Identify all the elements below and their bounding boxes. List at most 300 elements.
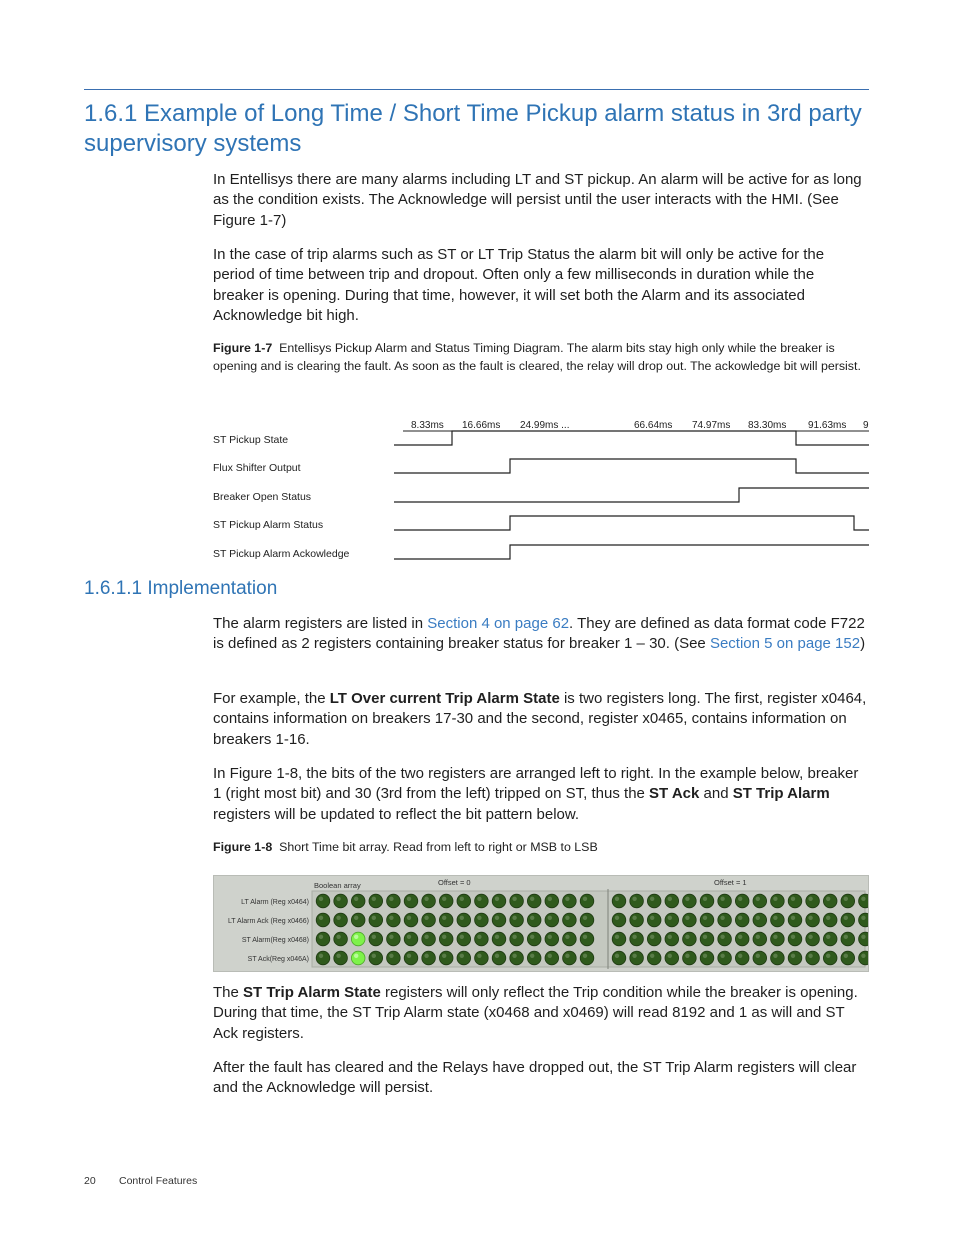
- led-off: [647, 913, 661, 927]
- led-highlight: [477, 935, 481, 939]
- led-off: [457, 894, 471, 908]
- text-run: is two registers long. The first, register x0464, contains information on breakers 17-30 and the second, register x0465, contains information on breakers 1-16.: [213, 690, 867, 748]
- signal-waveform: [394, 516, 869, 530]
- led-off: [439, 913, 453, 927]
- led-off: [527, 913, 541, 927]
- signal-label: Flux Shifter Output: [213, 462, 301, 474]
- led-highlight: [548, 916, 552, 920]
- led-off: [334, 894, 348, 908]
- led-off: [545, 951, 559, 965]
- led-off: [841, 951, 855, 965]
- led-off: [718, 951, 732, 965]
- led-highlight: [530, 954, 534, 958]
- led-highlight: [685, 954, 689, 958]
- led-highlight: [442, 954, 446, 958]
- led-off: [457, 913, 471, 927]
- led-highlight: [685, 935, 689, 939]
- led-off: [334, 951, 348, 965]
- led-off: [492, 913, 506, 927]
- led-off: [351, 894, 365, 908]
- led-highlight: [495, 954, 499, 958]
- text-run: In Figure 1-8, the bits of the two registers are arranged left to right. In the example below, breaker 1 (right most bit) and 30 (3rd from the left) tripped on ST, thus the: [213, 765, 859, 803]
- led-off: [718, 913, 732, 927]
- time-label: 91.63ms: [808, 420, 847, 431]
- signal-waveform: [394, 459, 869, 473]
- led-highlight: [738, 897, 742, 901]
- text-run: For example, the: [213, 690, 330, 707]
- led-highlight: [861, 897, 865, 901]
- led-off: [771, 951, 785, 965]
- led-highlight: [826, 935, 830, 939]
- led-off: [404, 951, 418, 965]
- led-off: [630, 913, 644, 927]
- led-highlight: [720, 897, 724, 901]
- led-highlight: [773, 916, 777, 920]
- figure-7-text: Entellisys Pickup Alarm and Status Timing Diagram. The alarm bits stay high only while the breaker is opening and is clearing the fault. As soon as the fault is cleared, the relay will drop out. The ackowledge bit will persist.: [213, 341, 861, 373]
- led-highlight: [442, 897, 446, 901]
- led-off: [718, 894, 732, 908]
- led-highlight: [495, 897, 499, 901]
- led-off: [404, 932, 418, 946]
- led-highlight: [389, 916, 393, 920]
- led-off: [612, 951, 626, 965]
- led-off: [665, 913, 679, 927]
- led-off: [387, 951, 401, 965]
- time-label: 66.64ms: [634, 420, 673, 431]
- led-highlight: [668, 916, 672, 920]
- led-highlight: [703, 897, 707, 901]
- led-off: [665, 894, 679, 908]
- led-highlight: [495, 916, 499, 920]
- led-off: [580, 894, 594, 908]
- led-highlight: [738, 935, 742, 939]
- led-off: [387, 932, 401, 946]
- led-off: [369, 951, 383, 965]
- led-highlight: [773, 954, 777, 958]
- text-run: . They are defined as data format code F722 is defined as 2 registers containing breaker status for breaker 1 – 30. (See: [213, 615, 865, 653]
- led-highlight: [861, 935, 865, 939]
- led-highlight: [808, 954, 812, 958]
- led-highlight: [791, 954, 795, 958]
- led-highlight: [548, 935, 552, 939]
- led-off: [788, 951, 802, 965]
- led-highlight: [354, 954, 358, 958]
- signal-waveform: [394, 545, 869, 559]
- led-off: [683, 951, 697, 965]
- led-highlight: [565, 897, 569, 901]
- led-off: [492, 951, 506, 965]
- led-off: [475, 913, 489, 927]
- led-highlight: [756, 935, 760, 939]
- led-off: [841, 932, 855, 946]
- signal-label: ST Pickup State: [213, 434, 289, 446]
- led-highlight: [583, 935, 587, 939]
- led-off: [422, 932, 436, 946]
- section-4-link[interactable]: Section 4 on page 62: [427, 615, 570, 632]
- led-highlight: [512, 897, 516, 901]
- led-highlight: [460, 916, 464, 920]
- led-off: [387, 913, 401, 927]
- led-off: [788, 913, 802, 927]
- led-highlight: [650, 916, 654, 920]
- led-highlight: [773, 897, 777, 901]
- led-highlight: [844, 954, 848, 958]
- paragraph-4: [213, 689, 869, 750]
- led-off: [527, 894, 541, 908]
- led-highlight: [407, 935, 411, 939]
- led-off: [841, 894, 855, 908]
- text-run: The alarm registers are listed in: [213, 615, 428, 632]
- signal-label: Breaker Open Status: [213, 491, 312, 503]
- led-highlight: [407, 916, 411, 920]
- led-off: [580, 913, 594, 927]
- text-run: registers will be updated to reflect the bit pattern below.: [213, 805, 580, 823]
- led-off: [771, 932, 785, 946]
- led-off: [735, 913, 749, 927]
- led-off: [788, 894, 802, 908]
- led-off: [334, 913, 348, 927]
- led-highlight: [756, 897, 760, 901]
- row-label: LT Alarm (Reg x0464): [241, 899, 309, 906]
- led-off: [457, 932, 471, 946]
- led-off: [316, 951, 330, 965]
- led-highlight: [632, 897, 636, 901]
- section-heading: 1.6.1 Example of Long Time / Short Time Pickup alarm status in 3rd party supervisory systems: [84, 100, 862, 157]
- led-off: [439, 932, 453, 946]
- text-run: registers will only reflect the Trip condition while the breaker is opening. During that time, the ST Trip Alarm state (x0468 and x0469) will read 8192 and 1 as will and ST Ack registers.: [213, 984, 858, 1042]
- subsection-heading: 1.6.1.1 Implementation: [84, 578, 278, 599]
- led-highlight: [495, 935, 499, 939]
- boolean-array-svg: [214, 876, 868, 971]
- section-5-link[interactable]: Section 5 on page 152: [709, 635, 861, 653]
- led-off: [492, 932, 506, 946]
- paragraph-1: In Entellisys there are many alarms including LT and ST pickup. An alarm will be active for as long as the condition exists. The Acknowledge will persist until the user interacts with the HMI. (See Figure 1-7): [213, 171, 862, 229]
- led-off: [563, 951, 577, 965]
- boolean-array-panel: [213, 875, 869, 972]
- led-highlight: [703, 916, 707, 920]
- led-highlight: [615, 954, 619, 958]
- led-highlight: [703, 954, 707, 958]
- time-label: 16.66ms: [462, 420, 501, 431]
- led-highlight: [808, 935, 812, 939]
- text-run: The: [213, 984, 244, 1001]
- led-highlight: [738, 954, 742, 958]
- led-off: [612, 894, 626, 908]
- led-off: [788, 932, 802, 946]
- led-off: [510, 932, 524, 946]
- led-highlight: [477, 916, 481, 920]
- led-highlight: [460, 897, 464, 901]
- led-off: [404, 894, 418, 908]
- led-highlight: [791, 935, 795, 939]
- led-off: [806, 913, 820, 927]
- led-highlight: [548, 897, 552, 901]
- signal-label: ST Pickup Alarm Status: [213, 519, 324, 531]
- led-off: [630, 951, 644, 965]
- header-rule: [84, 89, 869, 90]
- led-off: [823, 932, 837, 946]
- led-off: [806, 932, 820, 946]
- led-off: [735, 951, 749, 965]
- led-off: [823, 894, 837, 908]
- led-off: [492, 894, 506, 908]
- led-highlight: [512, 916, 516, 920]
- led-off: [735, 894, 749, 908]
- paragraph-3: [213, 614, 869, 655]
- led-off: [859, 932, 868, 946]
- led-off: [563, 894, 577, 908]
- led-highlight: [685, 897, 689, 901]
- led-off: [823, 913, 837, 927]
- led-highlight: [442, 916, 446, 920]
- led-off: [439, 951, 453, 965]
- signal-waveform: [394, 488, 869, 502]
- led-highlight: [407, 897, 411, 901]
- led-highlight: [615, 935, 619, 939]
- led-highlight: [703, 935, 707, 939]
- paragraph-7: After the fault has cleared and the Relays have dropped out, the ST Trip Alarm registers will clear and the Acknowledge will persist.: [213, 1059, 857, 1097]
- led-off: [647, 951, 661, 965]
- led-highlight: [372, 954, 376, 958]
- led-off: [823, 951, 837, 965]
- led-off: [683, 894, 697, 908]
- led-off: [510, 913, 524, 927]
- led-off: [683, 932, 697, 946]
- led-highlight: [756, 916, 760, 920]
- led-highlight: [372, 897, 376, 901]
- led-off: [422, 894, 436, 908]
- led-highlight: [530, 897, 534, 901]
- led-off: [563, 913, 577, 927]
- led-off: [771, 913, 785, 927]
- figure-8-caption: [213, 839, 869, 857]
- led-highlight: [530, 916, 534, 920]
- led-highlight: [632, 954, 636, 958]
- led-highlight: [808, 916, 812, 920]
- led-off: [457, 951, 471, 965]
- led-off: [334, 932, 348, 946]
- led-highlight: [389, 935, 393, 939]
- led-highlight: [336, 935, 340, 939]
- led-off: [859, 913, 868, 927]
- led-off: [369, 932, 383, 946]
- timing-diagram: [213, 412, 869, 572]
- led-off: [439, 894, 453, 908]
- led-off: [806, 894, 820, 908]
- led-highlight: [826, 916, 830, 920]
- led-off: [387, 894, 401, 908]
- led-off: [545, 913, 559, 927]
- led-highlight: [319, 916, 323, 920]
- led-off: [700, 894, 714, 908]
- led-highlight: [615, 897, 619, 901]
- led-off: [612, 913, 626, 927]
- led-highlight: [650, 954, 654, 958]
- figure-8-text: Short Time bit array. Read from left to right or MSB to LSB: [279, 840, 598, 854]
- led-off: [700, 913, 714, 927]
- row-label: ST Ack(Reg x046A): [247, 956, 309, 963]
- led-off: [369, 913, 383, 927]
- signal-waveform: [394, 431, 869, 445]
- led-highlight: [632, 935, 636, 939]
- led-off: [718, 932, 732, 946]
- led-off: [475, 894, 489, 908]
- led-highlight: [424, 935, 428, 939]
- led-off: [665, 932, 679, 946]
- bold-term: ST Trip Alarm State: [243, 984, 381, 1001]
- led-off: [510, 894, 524, 908]
- bold-term: LT Over current Trip Alarm State: [329, 690, 560, 707]
- led-on: [351, 932, 365, 946]
- led-off: [683, 913, 697, 927]
- led-off: [580, 932, 594, 946]
- led-highlight: [565, 916, 569, 920]
- led-off: [700, 932, 714, 946]
- led-highlight: [530, 935, 534, 939]
- led-highlight: [424, 897, 428, 901]
- paragraph-5: [213, 764, 869, 825]
- figure-7-label: Figure 1-7: [213, 341, 273, 355]
- led-highlight: [512, 954, 516, 958]
- led-highlight: [773, 935, 777, 939]
- led-highlight: [319, 935, 323, 939]
- led-highlight: [720, 954, 724, 958]
- led-highlight: [424, 954, 428, 958]
- led-off: [806, 951, 820, 965]
- led-highlight: [791, 916, 795, 920]
- led-highlight: [354, 897, 358, 901]
- footer-section-name: Control Features: [119, 1175, 198, 1187]
- led-on: [351, 951, 365, 965]
- page-number: 20: [84, 1175, 96, 1187]
- led-highlight: [336, 897, 340, 901]
- led-highlight: [756, 954, 760, 958]
- time-label: 8.33ms: [411, 420, 444, 431]
- led-off: [753, 932, 767, 946]
- led-highlight: [460, 935, 464, 939]
- led-off: [753, 951, 767, 965]
- led-highlight: [668, 897, 672, 901]
- led-off: [475, 932, 489, 946]
- led-off: [647, 894, 661, 908]
- led-highlight: [477, 954, 481, 958]
- text-run: and: [699, 785, 733, 803]
- bold-term: ST Trip Alarm: [732, 785, 830, 803]
- led-highlight: [738, 916, 742, 920]
- led-highlight: [354, 935, 358, 939]
- led-highlight: [477, 897, 481, 901]
- paragraph-2: In the case of trip alarms such as ST or LT Trip Status the alarm bit will only be active for the period of time between trip and dropout. Often only a few milliseconds in duration while the breaker is opening. During that time, however, it will set both the Alarm and its associated Acknowledge bit high.: [213, 246, 825, 324]
- led-highlight: [565, 935, 569, 939]
- led-highlight: [583, 897, 587, 901]
- led-highlight: [389, 954, 393, 958]
- led-highlight: [844, 935, 848, 939]
- paragraph-6: [213, 983, 869, 1044]
- led-highlight: [844, 897, 848, 901]
- led-off: [630, 894, 644, 908]
- led-off: [545, 932, 559, 946]
- led-highlight: [650, 897, 654, 901]
- led-off: [422, 951, 436, 965]
- led-off: [735, 932, 749, 946]
- led-highlight: [632, 916, 636, 920]
- led-off: [612, 932, 626, 946]
- bold-term: ST Ack: [649, 785, 700, 803]
- time-label: 74.97ms: [692, 420, 731, 431]
- offset-0-label: Offset = 0: [438, 878, 471, 887]
- led-off: [771, 894, 785, 908]
- led-highlight: [372, 935, 376, 939]
- row-label: ST Alarm(Reg x0468): [241, 937, 309, 944]
- text-run: ): [860, 635, 866, 653]
- led-highlight: [791, 897, 795, 901]
- led-highlight: [336, 954, 340, 958]
- led-off: [422, 913, 436, 927]
- led-off: [563, 932, 577, 946]
- offset-1-label: Offset = 1: [714, 878, 747, 887]
- led-off: [404, 913, 418, 927]
- led-highlight: [668, 954, 672, 958]
- led-off: [369, 894, 383, 908]
- led-highlight: [826, 897, 830, 901]
- led-highlight: [565, 954, 569, 958]
- led-off: [859, 951, 868, 965]
- time-label: 83.30ms: [748, 420, 787, 431]
- led-highlight: [512, 935, 516, 939]
- led-highlight: [424, 916, 428, 920]
- led-highlight: [685, 916, 689, 920]
- led-off: [700, 951, 714, 965]
- row-label: LT Alarm Ack (Reg x0466): [227, 918, 309, 925]
- led-off: [859, 894, 868, 908]
- led-highlight: [442, 935, 446, 939]
- led-off: [527, 932, 541, 946]
- time-label: 24.99ms ...: [520, 420, 570, 431]
- led-off: [753, 894, 767, 908]
- led-highlight: [389, 897, 393, 901]
- led-highlight: [354, 916, 358, 920]
- led-highlight: [336, 916, 340, 920]
- timing-diagram-svg: [213, 412, 869, 572]
- figure-8-label: Figure 1-8: [213, 840, 273, 854]
- led-highlight: [583, 954, 587, 958]
- led-off: [630, 932, 644, 946]
- led-off: [580, 951, 594, 965]
- led-off: [753, 913, 767, 927]
- array-header: Boolean array: [314, 881, 361, 890]
- led-off: [841, 913, 855, 927]
- led-highlight: [460, 954, 464, 958]
- led-highlight: [826, 954, 830, 958]
- led-highlight: [615, 916, 619, 920]
- led-highlight: [372, 916, 376, 920]
- led-off: [647, 932, 661, 946]
- led-highlight: [548, 954, 552, 958]
- led-off: [351, 913, 365, 927]
- led-off: [665, 951, 679, 965]
- led-off: [545, 894, 559, 908]
- led-highlight: [808, 897, 812, 901]
- led-highlight: [319, 897, 323, 901]
- led-off: [316, 913, 330, 927]
- led-highlight: [720, 935, 724, 939]
- led-off: [510, 951, 524, 965]
- led-highlight: [407, 954, 411, 958]
- led-highlight: [583, 916, 587, 920]
- led-off: [316, 894, 330, 908]
- figure-7-caption: [213, 340, 869, 375]
- led-highlight: [319, 954, 323, 958]
